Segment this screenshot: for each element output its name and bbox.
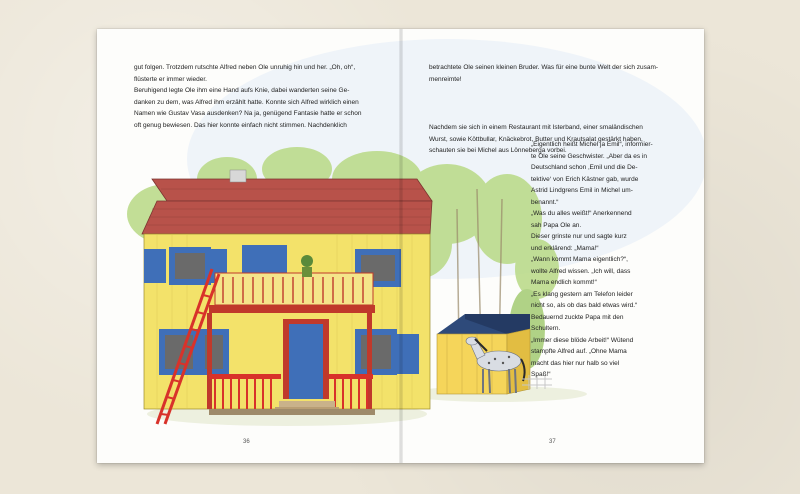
text-line: Beruhigend legte Ole ihm eine Hand aufs Knie, dabei wanderten seine Ge- [134, 87, 350, 94]
text-line: Namen wie Gustav Vasa ausdenken? Na ja, genügend Fantasie hatte er schon [134, 110, 362, 117]
text-line: Schultern. [531, 325, 561, 332]
text-line: Bedauernd zuckte Papa mit den [531, 313, 624, 321]
text-line: und erklärend: „Mama!“ [531, 244, 599, 252]
text-line: wollte Alfred wissen. „Ich will, dass [531, 267, 631, 275]
open-book [97, 29, 704, 463]
text-line: „Es klang gestern am Telefon leider [531, 290, 633, 298]
page-number-left: 36 [243, 439, 250, 445]
text-line: Nachdem sie sich in einem Restaurant mit Isterband, einer smaländischen [429, 124, 643, 131]
text-line: sah Papa Ole an. [531, 221, 582, 229]
right-page-column-text [531, 139, 665, 381]
left-page-text [134, 62, 370, 131]
text-line: Wurst, sowie Köttbullar, Knäckebrot, Butter und Krautsalat gestärkt haben, [429, 135, 643, 143]
text-line: flüsterte er immer wieder. [134, 75, 207, 83]
text-line: Mama endlich kommt!“ [531, 279, 597, 286]
text-line: Dieser grinste nur und sagte kurz [531, 233, 627, 240]
text-line: nicht so, als ob das bald etwas wird.“ [531, 302, 638, 309]
text-line: danken zu dem, was Alfred ihm erzählt hatte. Konnte sich Alfred wirklich einen [134, 98, 359, 106]
page-number-right: 37 [549, 439, 556, 445]
text-line: benannt.“ [531, 198, 559, 206]
text-line: gut folgen. Trotzdem rutschte Alfred neben Ole unruhig hin und her. „Oh, oh“, [134, 64, 356, 71]
text-line: „Was du alles weißt!“ Anerkennend [531, 210, 632, 217]
text-line: menreimte! [429, 75, 462, 83]
right-page-top-text [429, 62, 665, 85]
text-line: stampfte Alfred auf. „Ohne Mama [531, 348, 627, 355]
text-line: „Wann kommt Mama eigentlich?“, [531, 256, 628, 263]
text-line: Astrid Lindgrens Emil in Michel um- [531, 187, 633, 194]
text-line: „Eigentlich heißt Michel ja Emil“, informier- [531, 141, 653, 148]
text-line: schauten sie bei Michel aus Lönneberga vorbei. [429, 147, 567, 154]
text-line: betrachtete Ole seinen kleinen Bruder. Was für eine bunte Welt der sich zusam- [429, 64, 659, 71]
text-line: Spaß!“ [531, 371, 551, 378]
book-gutter [399, 29, 403, 463]
text-line: „Immer diese blöde Arbeit!“ Wütend [531, 336, 634, 344]
text-line: Deutschland schon ‚Emil und die De- [531, 164, 638, 171]
text-line: tektive‘ von Erich Kästner gab, wurde [531, 175, 639, 183]
text-line: macht das hier nur halb so viel [531, 359, 620, 367]
text-line: oft genug bewiesen. Das hier konnte einfach nicht stimmen. Nachdenklich [134, 121, 347, 129]
text-line: te Ole seine Geschwister. „Aber da es in [531, 152, 647, 160]
